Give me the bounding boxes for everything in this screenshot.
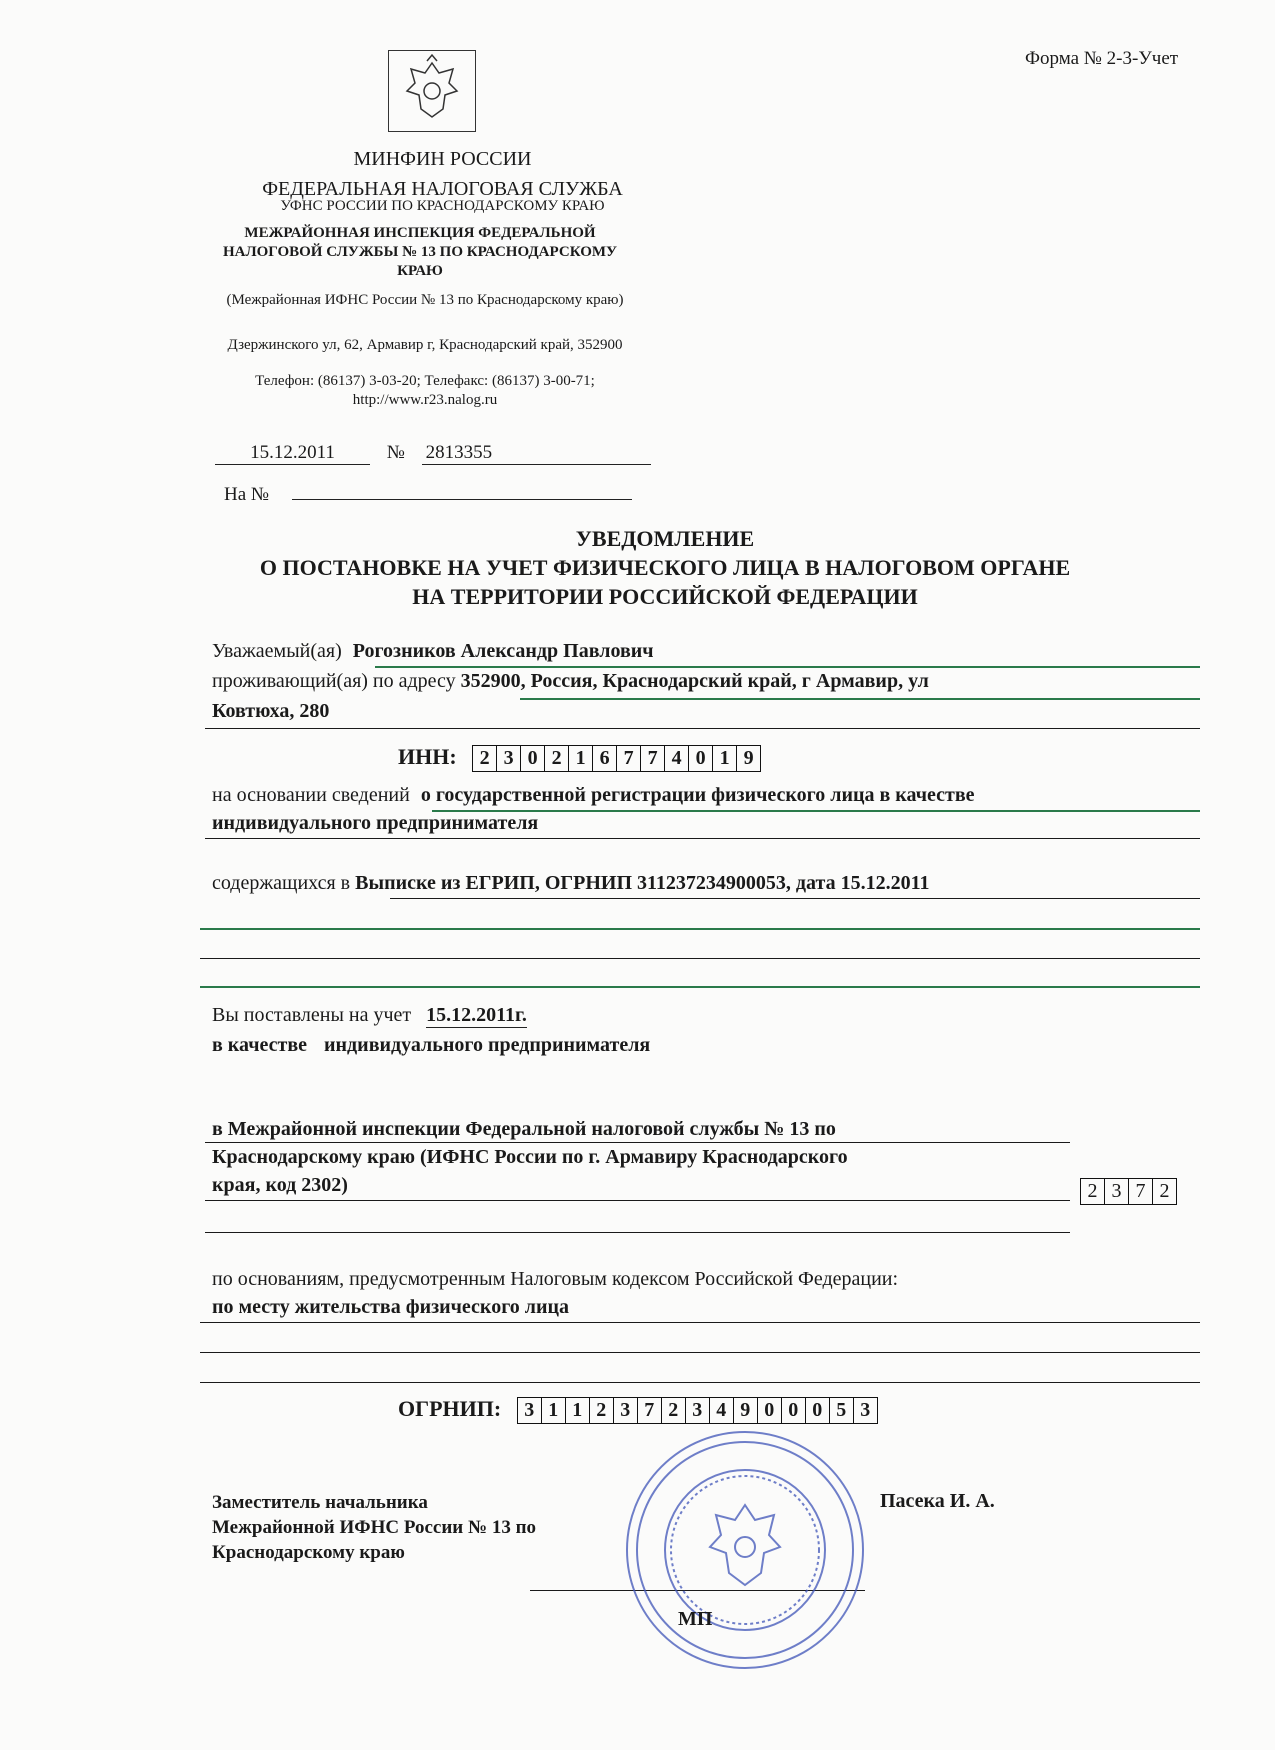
grounds-label: по основаниям, предусмотренным Налоговым кодексом Российской Федерации: (212, 1268, 899, 1290)
inn-digit: 4 (665, 746, 689, 771)
authority-code-digit: 3 (1105, 1179, 1129, 1204)
registered-label: Вы поставлены на учет (212, 1004, 412, 1026)
number-sign: № (386, 442, 405, 463)
field-underline (205, 1142, 1070, 1143)
ogrnip-digit: 9 (734, 1398, 758, 1423)
signatory-position: Заместитель начальника Межрайонной ИФНС России № 13 по Краснодарскому краю (212, 1492, 537, 1563)
authority-code-digit: 2 (1159, 1180, 1170, 1202)
title-line: О ПОСТАНОВКЕ НА УЧЕТ ФИЗИЧЕСКОГО ЛИЦА В НАЛОГОВОМ ОРГАНЕ (259, 555, 1071, 580)
authority-code-digit: 2 (1081, 1179, 1105, 1204)
field-underline (205, 838, 1200, 839)
ogrnip-block (398, 1396, 878, 1424)
field-underline (200, 1352, 1200, 1353)
field-underline (520, 698, 1200, 700)
form-number: Форма № 2-3-Учет (1025, 48, 1179, 69)
address-continuation: Ковтюха, 280 (212, 700, 330, 722)
inn-label: ИНН: (398, 744, 457, 769)
address-line (212, 670, 929, 693)
addressee-line (212, 640, 654, 663)
inn-digit: 3 (497, 746, 521, 771)
coat-of-arms-emblem (388, 50, 476, 132)
stamp-place-mark: МП (678, 1608, 713, 1630)
authority-code (1080, 1178, 1177, 1205)
authority-line-1: в Межрайонной инспекции Федеральной налоговой службы № 13 по (212, 1118, 836, 1140)
field-underline (205, 728, 1200, 729)
ogrnip-digit: 1 (542, 1398, 566, 1423)
ogrnip-digit: 5 (830, 1398, 854, 1423)
inn-digit: 9 (743, 747, 754, 770)
field-underline (200, 1322, 1200, 1323)
ogrnip-digit: 0 (782, 1398, 806, 1423)
address-value: 352900, Россия, Краснодарский край, г Армавир, ул (460, 670, 929, 692)
ogrnip-digit: 7 (638, 1398, 662, 1423)
field-underline (390, 898, 1200, 899)
inn-digit: 1 (713, 746, 737, 771)
reply-line (224, 484, 632, 506)
field-underline (200, 928, 1200, 930)
field-underline (205, 1232, 1070, 1233)
registered-as-line (212, 1034, 650, 1057)
ogrnip-digit: 3 (518, 1398, 542, 1423)
authority-code-digit: 7 (1129, 1179, 1153, 1204)
inspection-name: МЕЖРАЙОННАЯ ИНСПЕКЦИЯ ФЕДЕРАЛЬНОЙ НАЛОГОВОЙ СЛУЖБЫ № 13 ПО КРАСНОДАРСКОМУ КРАЮ (222, 225, 618, 279)
reply-value (292, 499, 632, 500)
regional-office: УФНС РОССИИ ПО КРАСНОДАРСКОМУ КРАЮ (280, 198, 605, 214)
basis-label: на основании сведений (212, 784, 410, 806)
field-underline (375, 666, 1200, 668)
document-title (160, 524, 1170, 611)
registered-as-value: индивидуального предпринимателя (324, 1034, 651, 1056)
ogrnip-digit: 2 (590, 1398, 614, 1423)
authority-code-cells (1080, 1178, 1177, 1205)
field-underline (200, 1382, 1200, 1383)
field-underline (200, 958, 1200, 959)
official-stamp (620, 1425, 870, 1675)
basis-value: о государственной регистрации физического лица в качестве (420, 784, 975, 806)
ogrnip-digit: 3 (614, 1398, 638, 1423)
inn-digit: 1 (569, 746, 593, 771)
inn-digit: 2 (473, 746, 497, 771)
source-line (212, 872, 929, 895)
field-underline (205, 1200, 1070, 1201)
registration-date: 15.12.2011 (215, 442, 370, 465)
registered-as-label: в качестве (212, 1034, 307, 1056)
ogrnip-label: ОГРНИП: (398, 1396, 502, 1421)
inn-digit: 6 (593, 746, 617, 771)
inspection-phones: Телефон: (86137) 3-03-20; Телефакс: (86137) 3-00-71; http://www.r23.nalog.ru (255, 373, 595, 408)
ogrnip-cells (517, 1397, 878, 1424)
inspection-address: Дзержинского ул, 62, Армавир г, Краснодарский край, 352900 (227, 337, 623, 353)
grounds-value: по месту жительства физического лица (212, 1296, 570, 1318)
source-label: содержащихся в (212, 872, 351, 894)
field-underline (432, 810, 1200, 812)
ogrnip-digit: 0 (758, 1398, 782, 1423)
inn-digit: 7 (641, 746, 665, 771)
service-name: ФЕДЕРАЛЬНАЯ НАЛОГОВАЯ СЛУЖБА (262, 178, 623, 200)
ogrnip-digit: 2 (662, 1398, 686, 1423)
inn-digit: 7 (617, 746, 641, 771)
ogrnip-digit: 0 (806, 1398, 830, 1423)
registration-number: 2813355 (422, 442, 651, 465)
addressee-name: Рогозников Александр Павлович (352, 640, 654, 662)
inn-cells (472, 745, 761, 772)
registration-line (215, 442, 651, 465)
registered-date: 15.12.2011г. (426, 1004, 527, 1026)
inspection-short-name: (Межрайонная ИФНС России № 13 по Краснодарскому краю) (226, 292, 624, 308)
ministry-name: МИНФИН РОССИИ (353, 148, 532, 170)
address-label: проживающий(ая) по адресу (212, 670, 456, 692)
authority-line-3: края, код 2302) (212, 1174, 348, 1196)
inn-digit: 2 (545, 746, 569, 771)
inn-digit: 0 (521, 746, 545, 771)
inn-block (398, 744, 761, 772)
basis-continuation: индивидуального предпринимателя (212, 812, 539, 834)
ogrnip-digit: 3 (686, 1398, 710, 1423)
ogrnip-digit: 1 (566, 1398, 590, 1423)
ogrnip-digit: 4 (710, 1398, 734, 1423)
title-line: НА ТЕРРИТОРИИ РОССИЙСКОЙ ФЕДЕРАЦИИ (412, 584, 918, 609)
inn-digit: 0 (689, 746, 713, 771)
registered-line (212, 1004, 527, 1028)
reply-label: На № (224, 484, 270, 505)
ogrnip-digit: 3 (860, 1399, 871, 1422)
title-line: УВЕДОМЛЕНИЕ (575, 526, 755, 551)
field-underline (200, 986, 1200, 988)
authority-line-2: Краснодарскому краю (ИФНС России по г. Армавиру Краснодарского (212, 1146, 848, 1168)
addressee-label: Уважаемый(ая) (212, 640, 342, 662)
basis-line (212, 784, 975, 807)
signatory-name: Пасека И. А. (880, 1490, 995, 1512)
source-value: Выписке из ЕГРИП, ОГРНИП 311237234900053, дата 15.12.2011 (355, 872, 930, 894)
